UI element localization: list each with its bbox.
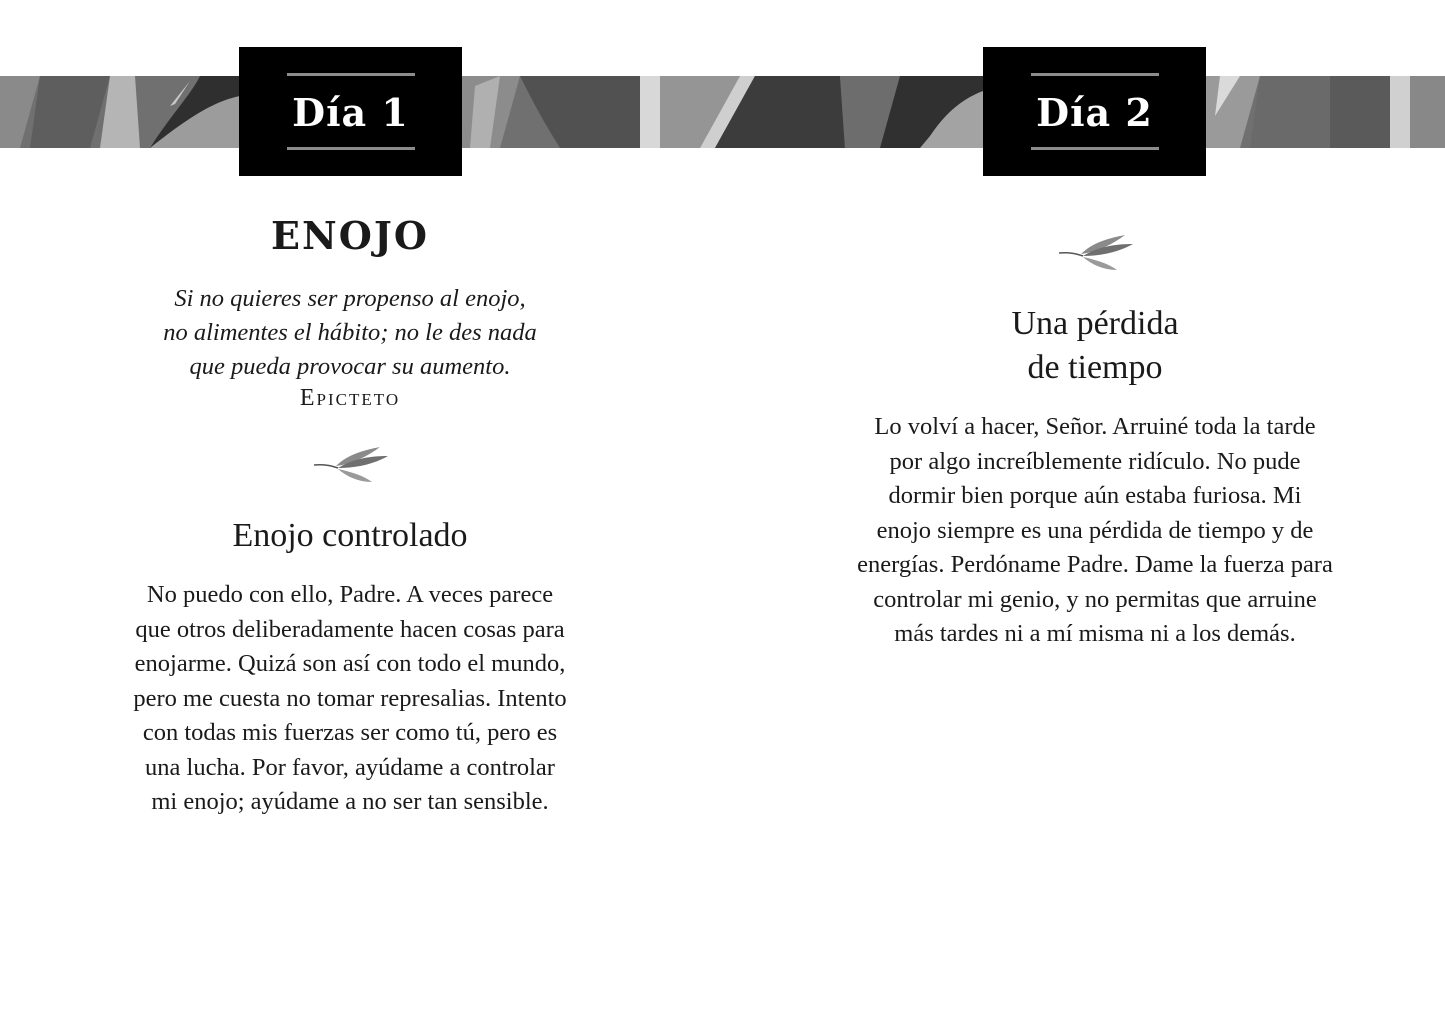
body-line: enojarme. Quizá son así con todo el mundo, [134,650,566,677]
title-line: de tiempo [1027,349,1163,386]
body-line: No puedo con ello, Padre. A veces parece [146,581,554,608]
body-line: dormir bien porque aún estaba furiosa. Mi [888,482,1302,509]
body-line: mi enojo; ayúdame a no ser tan sensible. [151,788,549,815]
body-line: que otros deliberadamente hacen cosas para [135,615,565,643]
day-label-box-1 [239,47,462,176]
body-paragraph [100,578,600,820]
body-line: enojo siempre es una pérdida de tiempo y de [876,516,1314,544]
top-rule [287,73,415,76]
leaf-pattern-icon [0,76,1445,148]
title-line: Una pérdida [1011,305,1179,342]
body-line: pero me cuesta no tomar represalias. Intento [133,684,567,712]
chapter-title: ENOJO [271,213,429,258]
left-page [100,210,600,820]
day-label: Día 2 [1036,90,1153,135]
section-title: Enojo controlado [232,517,468,554]
decorative-banner [0,76,1445,148]
leaf-ornament-icon [310,442,390,486]
body-line: por algo increíblemente ridículo. No pude [889,447,1301,475]
epigraph-quote [100,282,600,384]
quote-author: Epicteto [299,385,401,411]
body-line: Lo volví a hacer, Señor. Arruiné toda la tarde [874,413,1316,440]
quote-line: no alimentes el hábito; no le des nada [163,319,537,346]
leaf-ornament-icon [1055,230,1135,274]
top-rule [1031,73,1159,76]
day-label-box-2 [983,47,1206,176]
body-line: con todas mis fuerzas ser como tú, pero es [142,719,558,746]
right-page [820,230,1370,652]
body-line: más tardes ni a mí misma ni a los demás. [894,620,1296,647]
quote-line: Si no quieres ser propenso al enojo, [174,285,526,312]
bottom-rule [287,147,415,150]
body-line: una lucha. Por favor, ayúdame a controlar [145,753,555,781]
quote-line: que pueda provocar su aumento. [189,353,511,380]
section-title [820,302,1370,390]
bottom-rule [1031,147,1159,150]
day-label: Día 1 [292,90,409,135]
body-line: controlar mi genio, y no permitas que arruine [873,585,1317,613]
body-line: energías. Perdóname Padre. Dame la fuerza para [857,551,1333,578]
body-paragraph [820,410,1370,652]
